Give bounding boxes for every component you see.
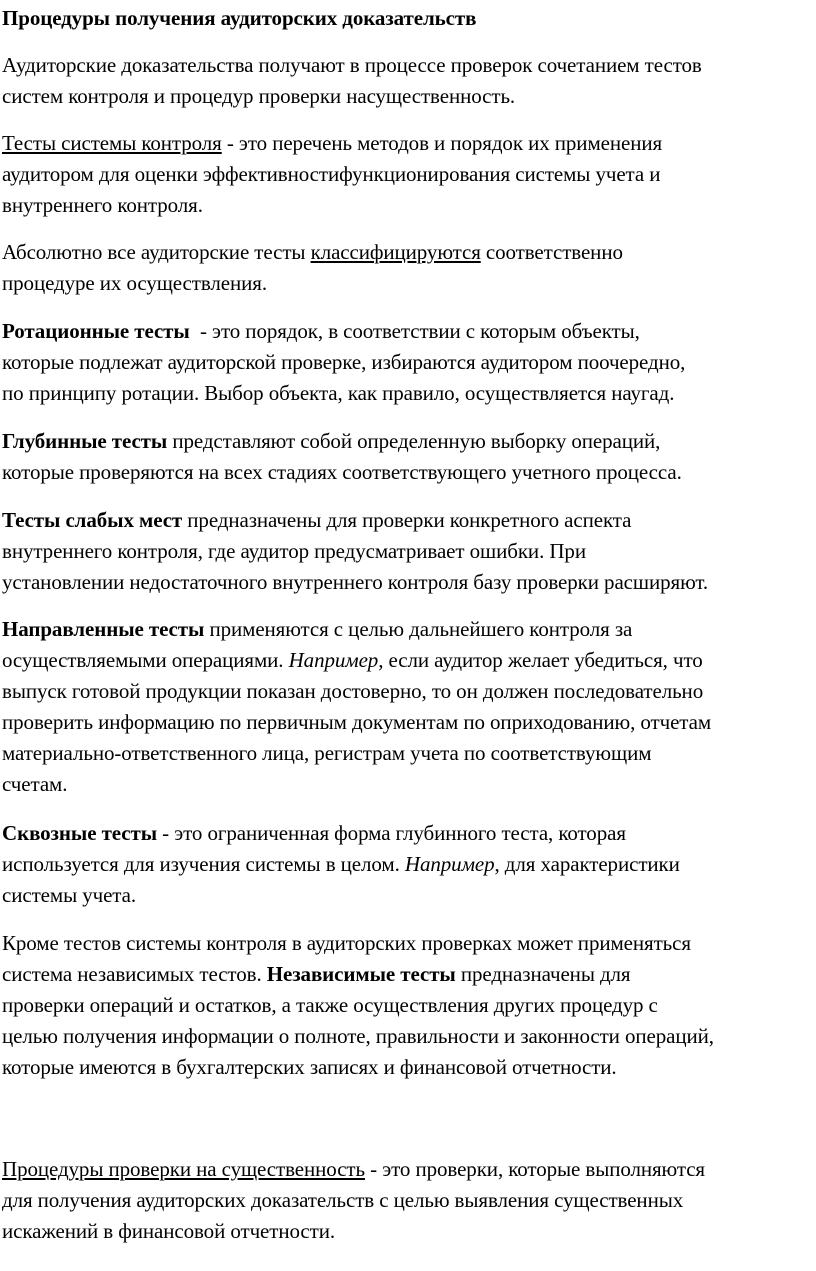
term-depth-tests: Глубинные тесты (2, 429, 168, 453)
document-title: Процедуры получения аудиторских доказательств (2, 6, 477, 30)
term-independent-tests: Независимые тесты (266, 962, 456, 986)
term-control-system-tests: Тесты системы контроля (2, 131, 222, 155)
term-through-tests: Сквозные тесты (2, 821, 157, 845)
term-substantive-procedures: Процедуры проверки на существенность (2, 1157, 365, 1181)
link-classified: классифицируются (310, 240, 481, 264)
paragraph-directed-tests: Направленные тесты применяются с целью дальнейшего контроля за осуществляемыми операциями. Например, если аудитор желает убедиться, что выпуск готовой продукции показан достоверно, то он должен последовательно проверить информацию по первичным документам по оприходованию, отчетам материально-ответственного лица, регистрам учета по соответствующим счетам. (2, 617, 712, 796)
paragraph-weak-point-tests: Тесты слабых мест предназначены для проверки конкретного аспекта внутреннего контроля, где аудитор предусматривает ошибки. При установлении недостаточного внутреннего контроля базу проверки расширяют. (2, 508, 709, 594)
paragraph-depth-tests: Глубинные тесты представляют собой определенную выборку операций, которые проверяются на всех стадиях соответствующего учетного процесса. (2, 429, 682, 484)
paragraph-through-tests: Сквозные тесты - это ограниченная форма глубинного теста, которая используется для изучения системы в целом. Например, для характеристики системы учета. (2, 821, 680, 907)
paragraph-independent-tests: Кроме тестов системы контроля в аудиторских проверках может применяться система независимых тестов. Независимые тесты предназначены для проверки операций и остатков, а также осуществления других процедур с целью получения информации о полноте, правильности и законности операций, которые имеются в бухгалтерских записях и финансовой отчетности. (2, 931, 714, 1079)
paragraph-rotation-tests: Ротационные тесты - это порядок, в соответствии с которым объекты, которые подлежат аудиторской проверке, избираются аудитором поочередно, по принципу ротации. Выбор объекта, как правило, осуществляется наугад. (2, 319, 686, 405)
term-directed-tests: Направленные тесты (2, 617, 205, 641)
paragraph-intro: Аудиторские доказательства получают в процессе проверок сочетанием тестов систем контроля и процедур проверки насущественность. (2, 53, 702, 108)
term-weak-point-tests: Тесты слабых мест (2, 508, 183, 532)
paragraph-control-tests: Тесты системы контроля - это перечень методов и порядок их применения аудитором для оценки эффективностифункционирования системы учета и внутреннего контроля. (2, 131, 663, 217)
term-rotation-tests: Ротационные тесты (2, 319, 190, 343)
paragraph-substantive-procedures: Процедуры проверки на существенность - это проверки, которые выполняются для получения аудиторских доказательств с целью выявления существенных искажений в финансовой отчетности. (2, 1157, 705, 1243)
paragraph-classification: Абсолютно все аудиторские тесты классифицируются соответственно процедуре их осуществления. (2, 240, 623, 295)
